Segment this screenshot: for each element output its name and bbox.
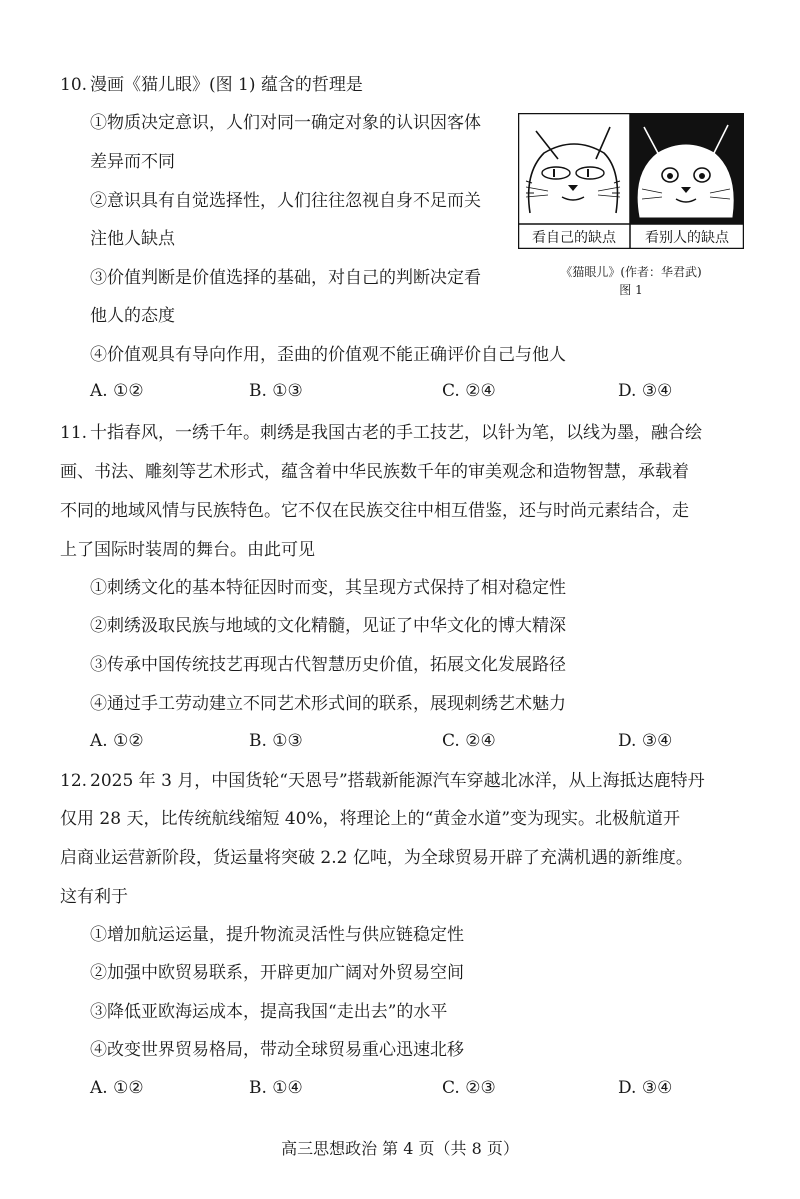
choice-statement: ②意识具有自觉选择性，人们往往忽视自身不足而关 (90, 191, 481, 211)
question-number: 10. (60, 75, 88, 95)
option-c[interactable]: C. ②④ (442, 381, 496, 401)
choice-statement: ④价值观具有导向作用，歪曲的价值观不能正确评价自己与他人 (90, 345, 566, 365)
question-stem-line: 十指春风，一绣千年。刺绣是我国古老的手工技艺，以针为笔，以线为墨，融合绘 (90, 423, 702, 443)
choice-statement: ④改变世界贸易格局，带动全球贸易重心迅速北移 (90, 1040, 464, 1060)
choice-statement-cont: 差异而不同 (90, 152, 175, 172)
question-stem-line: 上了国际时装周的舞台。由此可见 (60, 540, 315, 560)
option-b[interactable]: B. ①④ (249, 1078, 303, 1098)
choice-statement: ③传承中国传统技艺再现古代智慧历史价值，拓展文化发展路径 (90, 655, 566, 675)
figure-1 (518, 113, 744, 299)
choice-statement: ①增加航运运量，提升物流灵活性与供应链稳定性 (90, 925, 464, 945)
choice-statement: ①刺绣文化的基本特征因时而变，其呈现方式保持了相对稳定性 (90, 578, 566, 598)
left-panel-label: 看自己的缺点 (532, 230, 616, 246)
cat-cartoon (518, 113, 744, 249)
right-panel-label: 看别人的缺点 (645, 230, 729, 246)
option-a[interactable]: A. ①② (90, 1078, 144, 1098)
choice-statement: ③降低亚欧海运成本，提高我国“走出去”的水平 (90, 1002, 448, 1022)
question-stem-line: 不同的地域风情与民族特色。它不仅在民族交往中相互借鉴，还与时尚元素结合，走 (60, 501, 689, 521)
choice-statement: ②加强中欧贸易联系，开辟更加广阔对外贸易空间 (90, 963, 464, 983)
option-a[interactable]: A. ①② (90, 381, 144, 401)
choice-statement-cont: 注他人缺点 (90, 229, 175, 249)
question-stem-line: 仅用 28 天，比传统航线缩短 40%，将理论上的“黄金水道”变为现实。北极航道开 (60, 809, 681, 829)
question-number: 12. (60, 771, 88, 791)
choice-statement: ③价值判断是价值选择的基础，对自己的判断决定看 (90, 268, 481, 288)
question-stem: 漫画《猫儿眼》(图 1) 蕴含的哲理是 (90, 75, 363, 95)
option-a[interactable]: A. ①② (90, 731, 144, 751)
choice-statement: ④通过手工劳动建立不同艺术形式间的联系，展现刺绣艺术魅力 (90, 694, 566, 714)
question-stem-line: 启商业运营新阶段，货运量将突破 2.2 亿吨，为全球贸易开辟了充满机遇的新维度。 (60, 848, 693, 868)
choice-statement: ②刺绣汲取民族与地域的文化精髓，见证了中华文化的博大精深 (90, 616, 566, 636)
option-c[interactable]: C. ②④ (442, 731, 496, 751)
option-d[interactable]: D. ③④ (618, 1078, 673, 1098)
choice-statement-cont: 他人的态度 (90, 306, 175, 326)
option-b[interactable]: B. ①③ (249, 731, 303, 751)
option-b[interactable]: B. ①③ (249, 381, 303, 401)
question-stem-line: 画、书法、雕刻等艺术形式，蕴含着中华民族数千年的审美观念和造物智慧，承载着 (60, 462, 689, 482)
question-number: 11. (60, 423, 88, 443)
figure-label: 图 1 (619, 283, 643, 297)
option-d[interactable]: D. ③④ (618, 731, 673, 751)
question-stem-line: 这有利于 (60, 887, 128, 907)
figure-caption: 《猫眼儿》(作者：华君武) (560, 265, 702, 279)
page-footer: 高三思想政治 第 4 页（共 8 页） (281, 1139, 519, 1158)
question-stem-line: 2025 年 3 月，中国货轮“天恩号”搭载新能源汽车穿越北冰洋，从上海抵达鹿特丹 (90, 771, 705, 791)
option-c[interactable]: C. ②③ (442, 1078, 496, 1098)
option-d[interactable]: D. ③④ (618, 381, 673, 401)
choice-statement: ①物质决定意识，人们对同一确定对象的认识因客体 (90, 113, 481, 133)
